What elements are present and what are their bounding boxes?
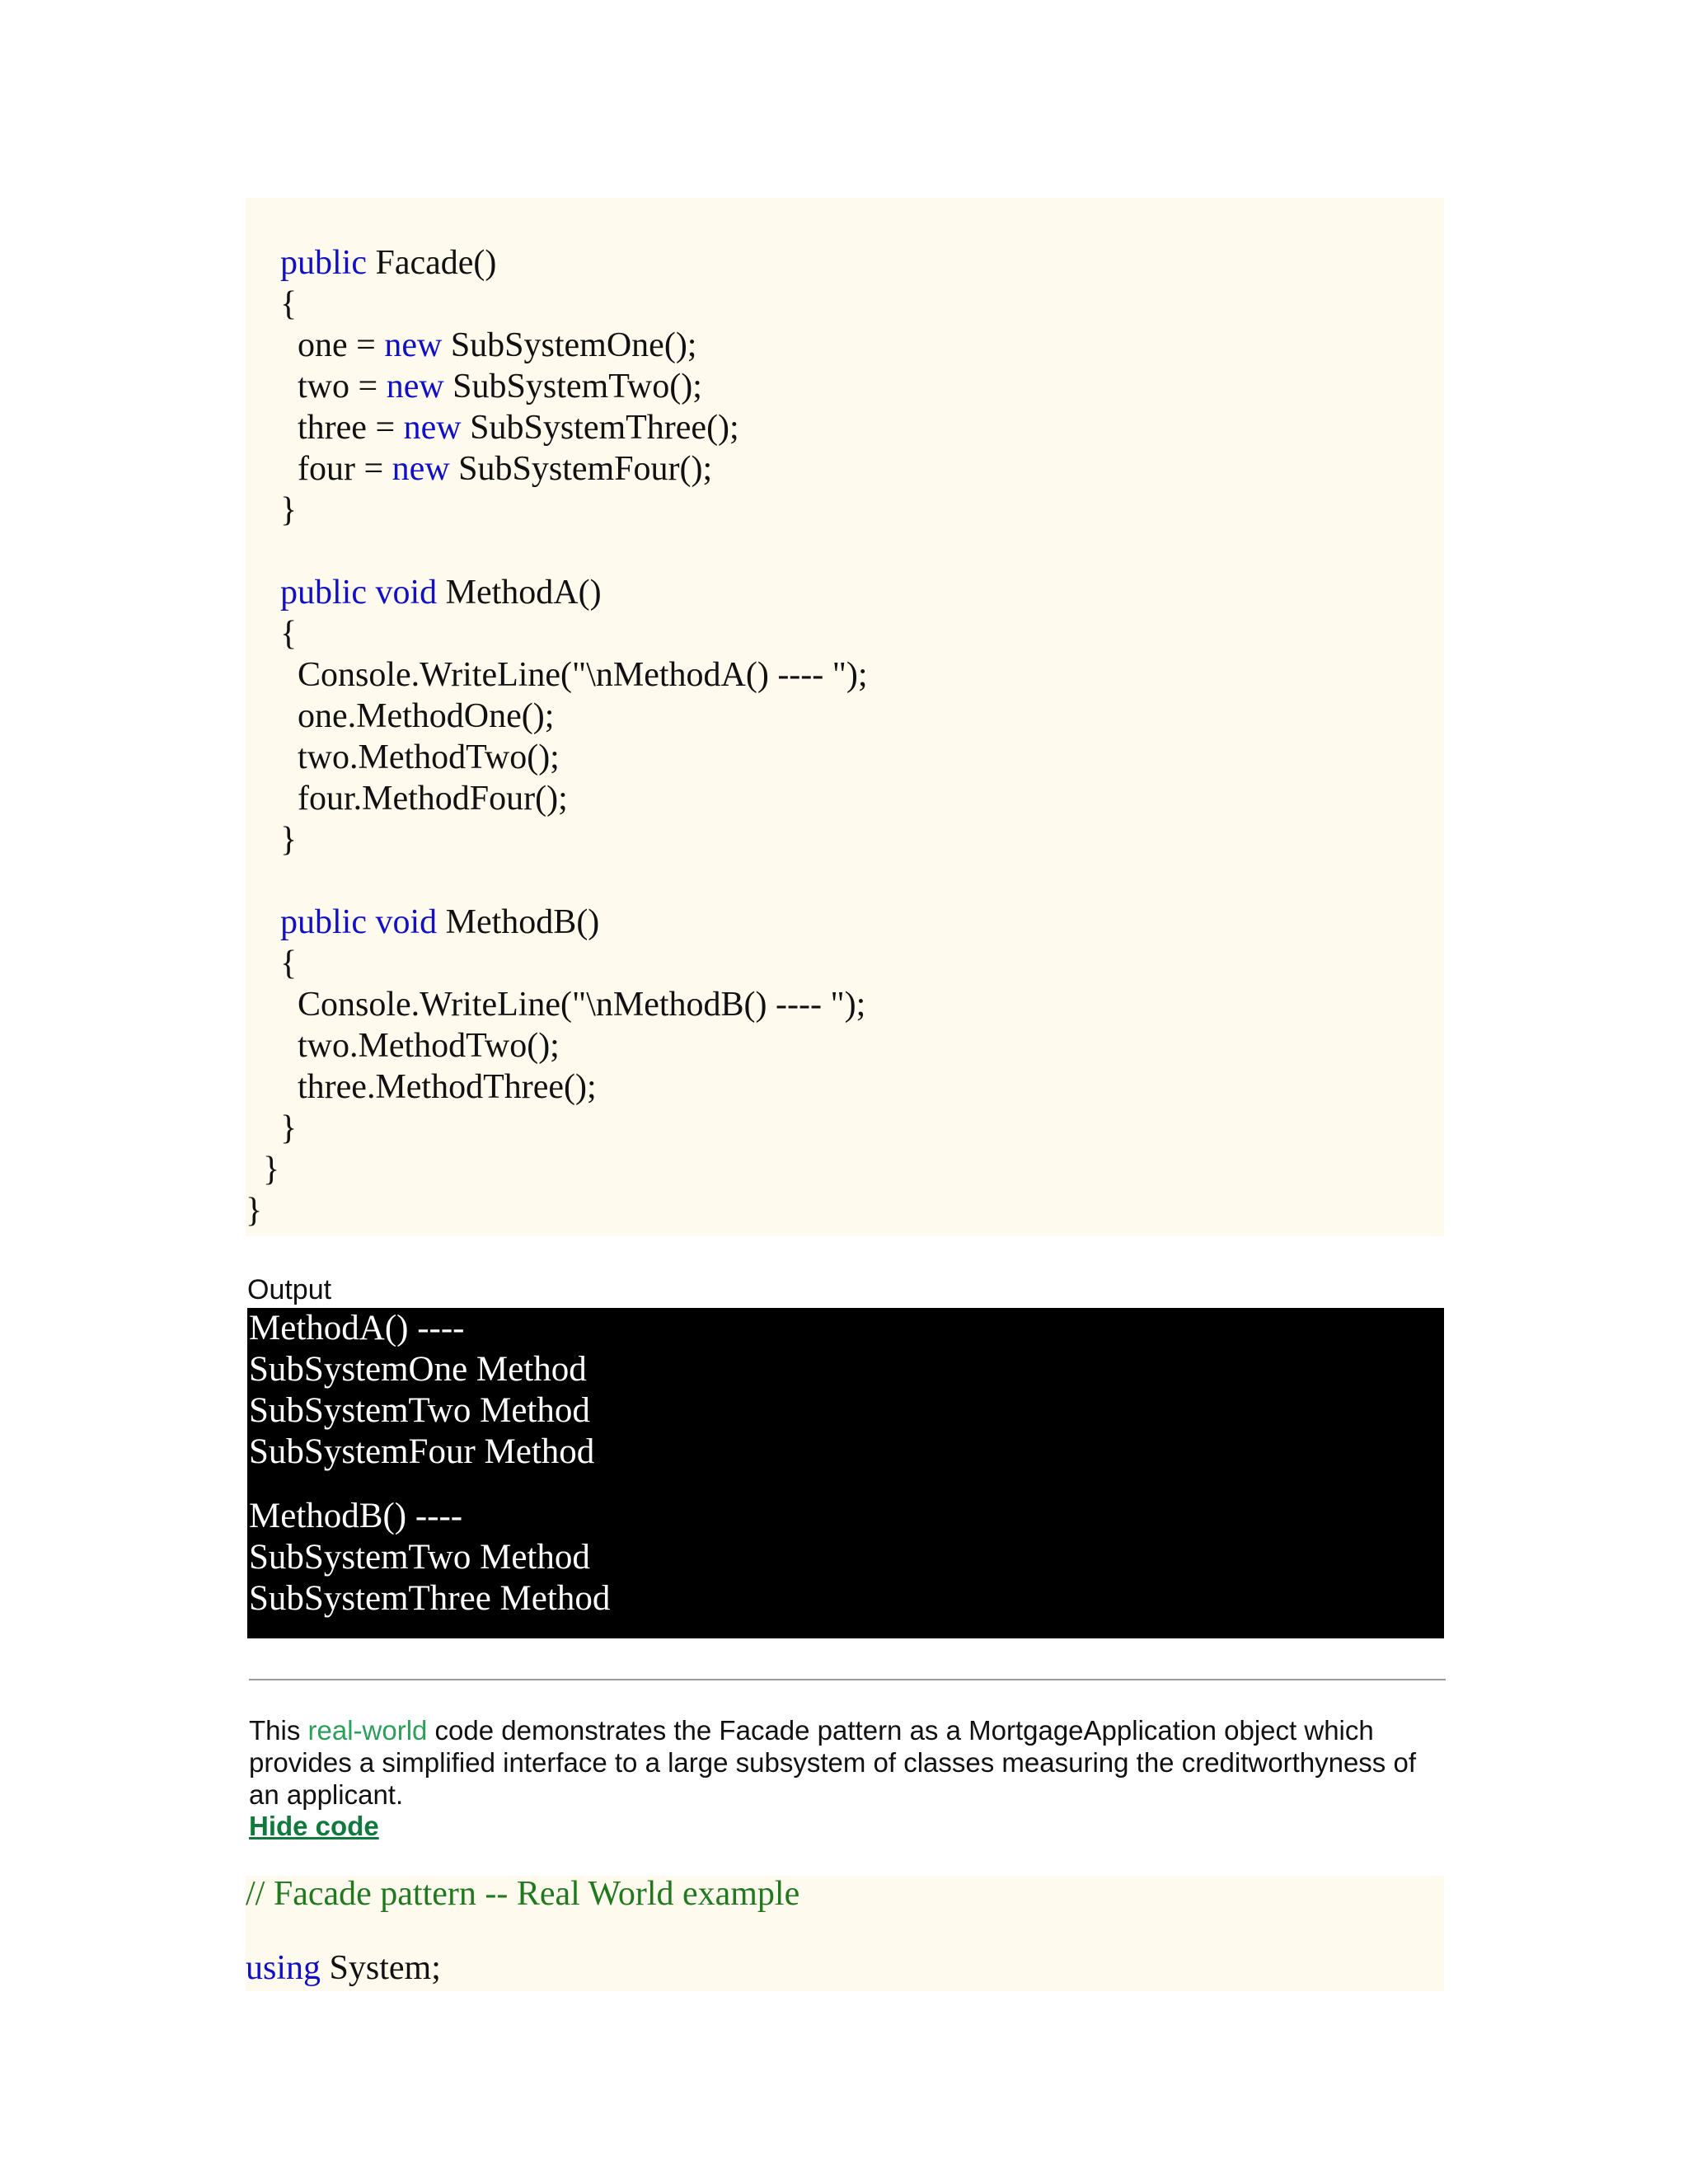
code-text: three = bbox=[246, 409, 404, 447]
code-text: Console.WriteLine("\nMethodA() ---- "); bbox=[246, 656, 868, 694]
code-keyword: void bbox=[375, 574, 438, 612]
code-text: SubSystemTwo(); bbox=[443, 368, 702, 405]
code-block-facade bbox=[246, 198, 1444, 1236]
code-line bbox=[246, 1190, 868, 1231]
code-keyword: new bbox=[384, 326, 443, 364]
code-line bbox=[246, 654, 868, 696]
code-keyword: new bbox=[386, 368, 444, 405]
code-text bbox=[246, 244, 280, 282]
code-text bbox=[246, 574, 280, 612]
code-text: three.MethodThree(); bbox=[246, 1068, 597, 1106]
console-block-method-b bbox=[247, 1496, 1444, 1619]
code-text: SubSystemThree(); bbox=[461, 409, 739, 447]
code-line bbox=[246, 1025, 868, 1066]
example-description bbox=[249, 1714, 1452, 1811]
output-label: Output bbox=[247, 1274, 332, 1305]
code-keyword: public bbox=[280, 574, 367, 612]
code-line bbox=[246, 284, 868, 325]
code-line bbox=[246, 1149, 868, 1190]
code-text bbox=[246, 903, 280, 941]
console-line: SubSystemOne Method bbox=[249, 1350, 587, 1389]
code-text: } bbox=[246, 1109, 298, 1147]
code-text: { bbox=[246, 285, 298, 323]
code-line bbox=[246, 1108, 868, 1149]
description-text-start: This bbox=[249, 1715, 308, 1746]
code-line bbox=[246, 325, 868, 366]
hide-code-link[interactable]: Hide code bbox=[249, 1811, 379, 1841]
code-keyword: public bbox=[280, 244, 367, 282]
console-line: SubSystemTwo Method bbox=[249, 1538, 590, 1577]
code-line bbox=[246, 490, 868, 531]
code-line bbox=[246, 860, 868, 902]
code-lines bbox=[246, 242, 868, 1231]
code-text: } bbox=[246, 821, 298, 859]
code-line bbox=[246, 778, 868, 819]
code-keyword: using bbox=[246, 1949, 321, 1987]
code-keyword: new bbox=[392, 450, 450, 488]
code-text: System; bbox=[321, 1949, 441, 1987]
code-text: SubSystemFour(); bbox=[449, 450, 713, 488]
console-gap bbox=[247, 1473, 1444, 1496]
code-block-real-world bbox=[246, 1876, 1444, 1991]
code-blank-line bbox=[246, 1912, 799, 1950]
code-line bbox=[246, 572, 868, 613]
code-text bbox=[367, 903, 376, 941]
code-text: four.MethodFour(); bbox=[246, 780, 568, 818]
code-lines-real-world bbox=[246, 1876, 799, 1986]
code-text: } bbox=[246, 1151, 280, 1188]
code-text: { bbox=[246, 944, 298, 982]
code-text: SubSystemOne(); bbox=[442, 326, 697, 364]
code-text: two = bbox=[246, 368, 387, 405]
code-keyword: void bbox=[375, 903, 438, 941]
description-text-end: code demonstrates the Facade pattern as a MortgageApplication object which provides a simplified interface to a large subsystem of classes measuring the creditworthyness of an applicant. bbox=[249, 1715, 1416, 1810]
code-line bbox=[246, 1066, 868, 1108]
code-line bbox=[246, 696, 868, 737]
real-world-link[interactable]: real-world bbox=[307, 1715, 428, 1746]
code-line bbox=[246, 819, 868, 860]
code-text: Console.WriteLine("\nMethodB() ---- "); bbox=[246, 986, 866, 1024]
code-line bbox=[246, 737, 868, 778]
code-line bbox=[246, 448, 868, 490]
code-line bbox=[246, 943, 868, 984]
console-line: SubSystemTwo Method bbox=[249, 1391, 590, 1430]
code-text: four = bbox=[246, 450, 392, 488]
code-line bbox=[246, 407, 868, 448]
code-text: two.MethodTwo(); bbox=[246, 738, 560, 776]
code-line bbox=[246, 984, 868, 1025]
code-text: one.MethodOne(); bbox=[246, 697, 555, 735]
code-text: Facade() bbox=[366, 244, 497, 282]
console-line: SubSystemFour Method bbox=[249, 1432, 595, 1471]
code-text: MethodB() bbox=[437, 903, 600, 941]
code-line bbox=[246, 531, 868, 572]
code-line bbox=[246, 613, 868, 654]
code-keyword: new bbox=[403, 409, 462, 447]
code-line bbox=[246, 902, 868, 943]
code-text: two.MethodTwo(); bbox=[246, 1027, 560, 1065]
code-text: { bbox=[246, 615, 298, 653]
code-line bbox=[246, 242, 868, 284]
code-text: } bbox=[246, 491, 298, 529]
code-keyword: public bbox=[280, 903, 367, 941]
code-text: } bbox=[246, 1192, 263, 1230]
code-text: MethodA() bbox=[437, 574, 602, 612]
console-line: MethodA() ---- bbox=[249, 1309, 465, 1347]
divider bbox=[249, 1679, 1446, 1680]
console-line: SubSystemThree Method bbox=[249, 1579, 611, 1618]
code-line bbox=[246, 366, 868, 407]
console-output bbox=[247, 1308, 1444, 1638]
code-comment: // Facade pattern -- Real World example bbox=[246, 1875, 800, 1913]
code-text bbox=[367, 574, 376, 612]
console-line: MethodB() ---- bbox=[249, 1497, 463, 1535]
code-text: one = bbox=[246, 326, 385, 364]
code-using-line bbox=[246, 1950, 799, 1986]
console-block-method-a bbox=[247, 1308, 1444, 1473]
